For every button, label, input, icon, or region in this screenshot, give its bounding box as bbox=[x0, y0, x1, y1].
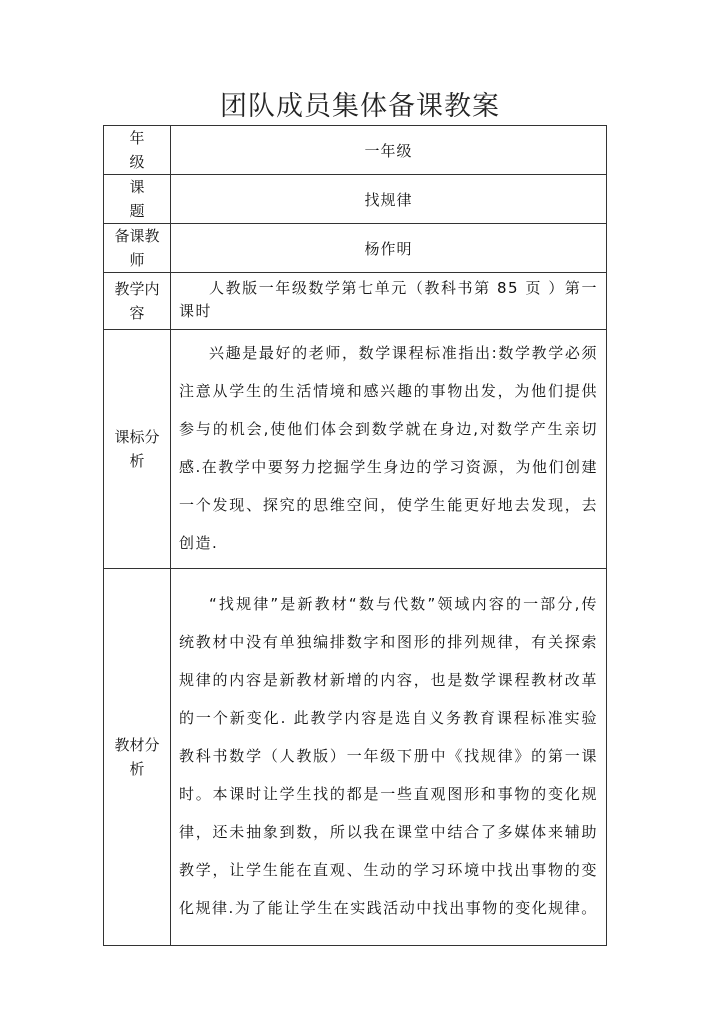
grade-value: 一年级 bbox=[171, 126, 607, 175]
grade-label bbox=[104, 126, 171, 175]
textbook-analysis-text: “找规律”是新教材“数与代数”领域内容的一部分,传统教材中没有单独编排数字和图形的排列规律，有关探索规律的内容是新教材新增的内容，也是数学课程教材改革的一个新变化. 此教学内容是选自义务教育课程标准实验教科书数学（人教版）一年级下册中《找规律》的第一课时。本课时让学生找的都是一些直观图形和事物的变化规律，还未抽象到数，所以我在课堂中结合了多媒体来辅助教学，让学生能在直观、生动的学习环境中找出事物的变化规律.为了能让学生在实践活动中找出事物的变化规律。 bbox=[179, 595, 598, 917]
content-value: 人教版一年级数学第七单元（教科书第 85 页 ）第一课时 bbox=[179, 279, 598, 320]
teacher-value: 杨作明 bbox=[171, 224, 607, 273]
document-title: 团队成员集体备课教案 bbox=[220, 91, 500, 122]
teacher-label bbox=[104, 224, 171, 273]
topic-value: 找规律 bbox=[171, 175, 607, 224]
lesson-plan-table bbox=[103, 125, 607, 946]
row-grade bbox=[104, 126, 607, 175]
textbook-analysis-label-text: 教材分 析 bbox=[114, 736, 160, 778]
content-value-cell bbox=[171, 273, 607, 330]
row-teacher bbox=[104, 224, 607, 273]
row-textbook-analysis bbox=[104, 569, 607, 946]
textbook-analysis-cell bbox=[171, 569, 607, 946]
curriculum-analysis-text: 兴趣是最好的老师，数学课程标准指出:数学教学必须注意从学生的生活情境和感兴趣的事物出发，为他们提供参与的机会,使他们体会到数学就在身边,对数学产生亲切感.在教学中要努力挖掘学生身边的学习资源，为他们创建一个发现、探究的思维空间，使学生能更好地去发现，去创造. bbox=[179, 344, 598, 552]
content-label-text: 教学内 容 bbox=[114, 280, 160, 322]
row-content bbox=[104, 273, 607, 330]
topic-label bbox=[104, 175, 171, 224]
curriculum-analysis-label-text: 课标分 析 bbox=[114, 428, 160, 470]
grade-label-text: 年 级 bbox=[129, 129, 145, 171]
content-label bbox=[104, 273, 171, 330]
row-topic bbox=[104, 175, 607, 224]
textbook-analysis-label bbox=[104, 569, 171, 946]
row-curriculum-analysis bbox=[104, 330, 607, 569]
curriculum-analysis-cell bbox=[171, 330, 607, 569]
curriculum-analysis-label bbox=[104, 330, 171, 569]
topic-label-text: 课 题 bbox=[129, 178, 145, 220]
teacher-label-text: 备课教 师 bbox=[114, 227, 160, 269]
